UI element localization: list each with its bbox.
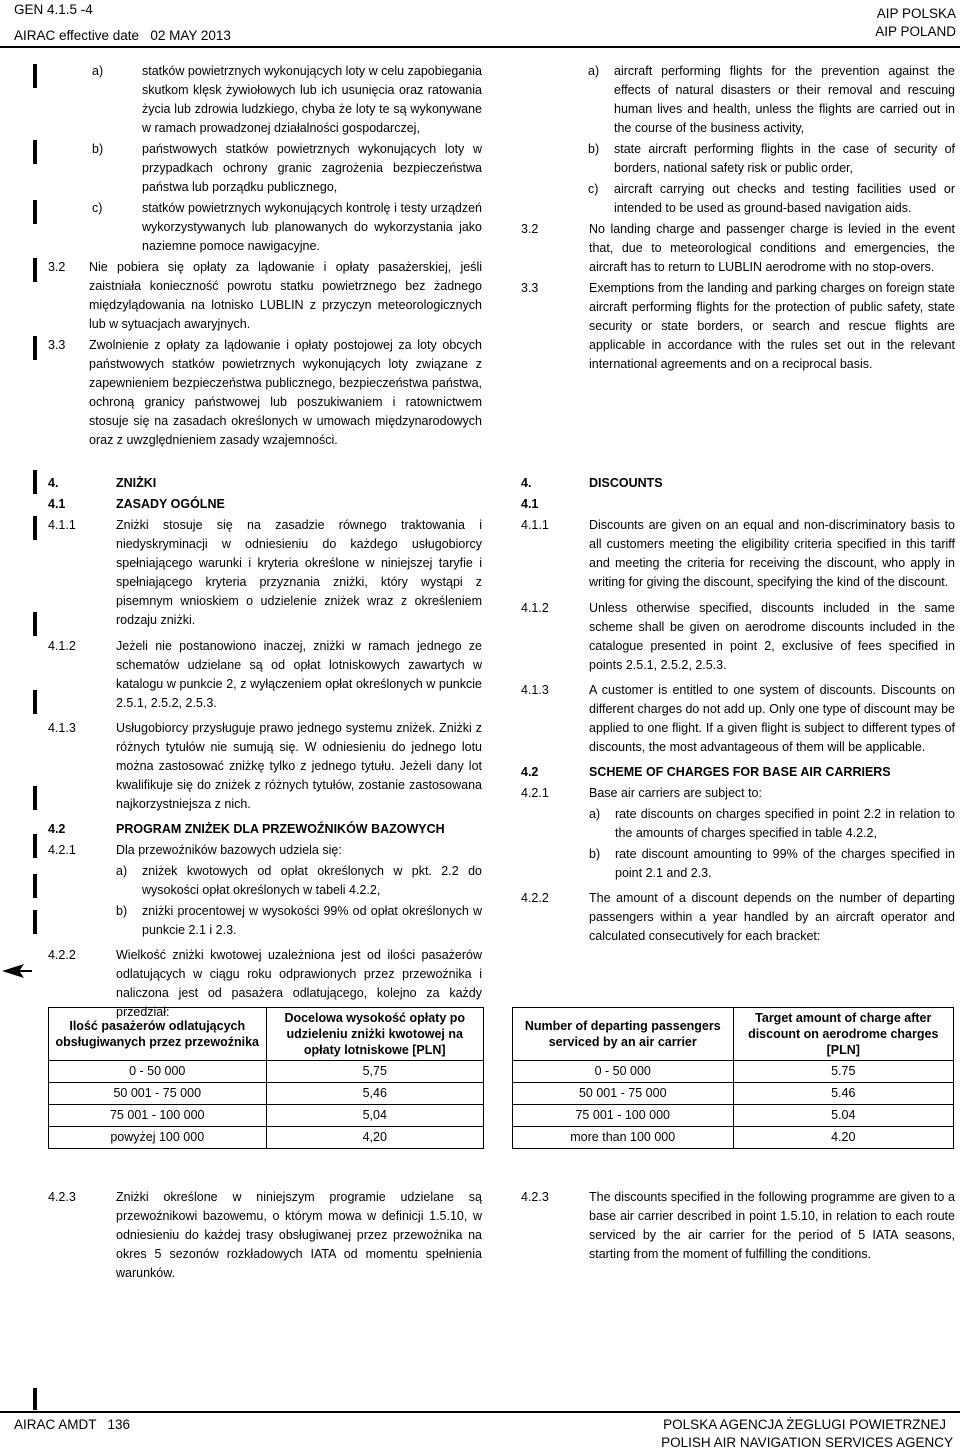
section-heading: ZASADY OGÓLNE [116, 497, 225, 511]
publication-title-en: AIP POLAND [875, 24, 956, 39]
paragraph-3-3-pl [36, 336, 482, 450]
paragraph-number: 3.3 [48, 338, 66, 352]
agency-name-en: POLISH AIR NAVIGATION SERVICES AGENCY [661, 1435, 953, 1450]
paragraph-text: Jeżeli nie postanowiono inaczej, zniżki w ramach jednego ze schematów udzielane są od opłat lotniskowych zawartych w katalogu w punkcie 2, z wyłączeniem opłat określonych w punkcie 2.5.1, 2.5.2, 2.5.3. [116, 639, 482, 710]
exemption-b-en [521, 140, 955, 178]
discount-table-pl [48, 1007, 484, 1149]
item-4-2-1-b-en [521, 845, 955, 883]
paragraph-4-1-1-en [521, 516, 955, 592]
paragraph-text: Wielkość zniżki kwotowej uzależniona jest od ilości pasażerów odlatujących w ciągu roku odprawionych przez przewoźnika i naliczona jest od pasażera odlatującego, kolejno za każdy przedział: [116, 948, 482, 1019]
item-label: b) [589, 847, 601, 861]
paragraph-text: Nie pobiera się opłaty za lądowanie i opłaty pasażerskiej, jeśli zaistniała konieczność powrotu statku powietrznego bez żadnego międzylądowania na lotnisko LUBLIN z przyczyn meteorologicznych lub w sytuacjach awaryjnych. [89, 260, 482, 331]
paragraph-number: 4.1.2 [521, 601, 549, 615]
change-bar [33, 1388, 37, 1410]
paragraph-text: statków powietrznych wykonujących loty w celu zapobiegania skutkom klęsk żywiołowych lub ich usunięcia oraz ratowania życia lub zdrowia ludzkiego, chyba że loty te są wykonywane w ramach prowadzonej działalności gospodarczej, [142, 64, 482, 135]
exemption-a-pl [36, 62, 482, 138]
section-number: 4.2 [48, 822, 66, 836]
paragraph-text: Zwolnienie z opłaty za lądowanie i opłaty postojowej za loty obcych państwowych statków powietrznych wykonujących loty związane z zapewnieniem bezpieczeństwa publicznego, bezpieczeństwa państwa, ochroną granicy państwowej lub poszukiwaniem i ratownictwem stosuje się na zasadach określonych w umowach międzynarodowych oraz z uwzględnieniem zasady wzajemności. [89, 338, 482, 447]
paragraph-text: Zniżki określone w niniejszym programie udzielane są przewoźnikowi bazowemu, o którym mowa w definicji 1.5.10, w odniesieniu do każdej trasy obsługiwanej przez przewoźnika na okres 5 sezonów rozkładowych IATA od momentu spełnienia warunków. [116, 1190, 482, 1280]
paragraph-4-2-1-pl [48, 841, 482, 860]
discount-table-en [512, 1007, 954, 1149]
discounts-pl [48, 474, 482, 1022]
paragraph-number: 4.1.3 [521, 683, 549, 697]
paragraph-text: No landing charge and passenger charge is levied in the event that, due to meteorological conditions and emergencies, the aircraft has to return to LUBLIN aerodrome with no stop-overs. [589, 222, 955, 274]
paragraph-number: 4.1.2 [48, 639, 76, 653]
item-label: a) [588, 64, 600, 78]
item-label: b) [92, 142, 104, 156]
paragraph-4-1-3-pl [48, 719, 482, 814]
paragraph-text: statków powietrznych wykonujących kontrolę i testy urządzeń wykorzystywanych lub planowanych do wykorzystania jako naziemne pomoce nawigacyjne. [142, 201, 482, 253]
paragraph-text: Base air carriers are subject to: [589, 786, 762, 800]
paragraph-number: 4.2.2 [48, 948, 76, 962]
heading-4-1-en [521, 495, 955, 516]
section-number: 4. [521, 476, 532, 490]
table-cell: 0 - 50 000 [513, 1061, 734, 1083]
paragraph-number: 4.1.1 [521, 518, 549, 532]
publication-title: AIP POLSKA [876, 6, 956, 21]
table-row [49, 1105, 484, 1127]
section-heading: ZNIŻKI [116, 476, 157, 490]
table-row [49, 1061, 484, 1083]
column-header: Number of departing passengers serviced by an air carrier [513, 1008, 734, 1061]
paragraph-text: rate discount amounting to 99% of the charges specified in point 2.1 and 2.3. [615, 847, 955, 880]
change-bar [33, 516, 37, 540]
item-4-2-1-a-en [521, 805, 955, 843]
paragraph-3-2-en [521, 220, 955, 277]
paragraph-4-1-1-pl [48, 516, 482, 630]
item-label: b) [116, 904, 128, 918]
paragraph-number: 3.2 [521, 222, 539, 236]
effective-date: AIRAC effective date 02 MAY 2013 [14, 28, 231, 43]
column-header: Target amount of charge after discount on aerodrome charges [PLN] [733, 1008, 954, 1061]
section-heading: DISCOUNTS [589, 476, 663, 490]
item-4-2-1-b-pl [48, 902, 482, 940]
item-label: b) [588, 142, 600, 156]
table-cell: 5,46 [266, 1083, 484, 1105]
amendment-number: AIRAC AMDT 136 [14, 1417, 131, 1432]
exemptions-pl [36, 62, 482, 450]
table-cell: 5.04 [733, 1105, 954, 1127]
item-label: a) [116, 864, 128, 878]
exemption-a-en [521, 62, 955, 138]
table-row [49, 1083, 484, 1105]
heading-4-2-en [521, 763, 955, 784]
table-cell: more than 100 000 [513, 1127, 734, 1149]
paragraph-4-1-2-pl [48, 637, 482, 713]
paragraph-text: Usługobiorcy przysługuje prawo jednego systemu zniżek. Zniżki z różnych tytułów nie sumują się. W odniesieniu do jednego lotu można zastosować zniżkę tylko z jednego tytułu. Jeżeli dany lot kwalifikuje się do zniżek z różnych tytułów, zostanie zastosowana najkorzystniejsza z nich. [116, 721, 482, 811]
item-label: c) [92, 201, 103, 215]
paragraph-text: rate discounts on charges specified in point 2.2 in relation to the amounts of charges specified in table 4.2.2, [615, 807, 955, 840]
table-row [513, 1061, 954, 1083]
table-cell: 5,04 [266, 1105, 484, 1127]
paragraph-number: 4.2.3 [48, 1190, 76, 1204]
paragraph-text: Zniżki stosuje się na zasadzie równego traktowania i niedyskryminacji w odniesieniu do każdego usługobiorcy spełniającego warunki i kryteria określone w niniejszej taryfie i spełniającego kryteria przyznania zniżki, który wystąpi z pisemnym wnioskiem o udzielenie zniżek wraz z określeniem rodzaju zniżki. [116, 518, 482, 627]
paragraph-3-2-pl [36, 258, 482, 334]
paragraph-number: 4.2.3 [521, 1190, 549, 1204]
heading-4-pl [48, 474, 482, 495]
item-label: a) [92, 64, 104, 78]
change-bar [33, 786, 37, 810]
table-cell: 75 001 - 100 000 [513, 1105, 734, 1127]
paragraph-number: 4.1.3 [48, 721, 76, 735]
agency-name: POLSKA AGENCJA ŻEGLUGI POWIETRZNEJ [663, 1417, 946, 1432]
table-header-row [49, 1008, 484, 1061]
paragraph-number: 4.1.1 [48, 518, 76, 532]
column-header: Docelowa wysokość opłaty po udzieleniu zniżki kwotowej na opłaty lotniskowe [PLN] [266, 1008, 484, 1061]
paragraph-text: The discounts specified in the following programme are given to a base air carrier described in point 1.5.10, in relation to each route serviced by the air carrier for the period of 5 IATA seasons, starting from the moment of fulfilling the conditions. [589, 1190, 955, 1261]
paragraph-number: 4.2.2 [521, 891, 549, 905]
exemption-c-en [521, 180, 955, 218]
change-bar [33, 470, 37, 494]
heading-4-2-pl [48, 820, 482, 841]
table-cell: 5,75 [266, 1061, 484, 1083]
arrow-left-icon [2, 962, 32, 980]
table-cell: 50 001 - 75 000 [49, 1083, 267, 1105]
section-number: 4. [48, 476, 59, 490]
paragraph-4-2-1-en [521, 784, 955, 803]
paragraph-text: aircraft carrying out checks and testing facilities used or intended to be used as ground-based navigation aids. [614, 182, 955, 215]
paragraph-text: Discounts are given on an equal and non-discriminatory basis to all customers meeting the eligibility criteria specified in this tariff and meeting the criteria for receiving the discount, who apply in writing for giving the discount, specifying the kind of the discount. [589, 518, 955, 589]
change-bar [33, 834, 37, 858]
exemption-c-pl [36, 199, 482, 256]
paragraph-text: zniżek kwotowych od opłat określonych w pkt. 2.2 do wysokości opłat określonych w tabeli 4.2.2, [142, 864, 482, 897]
table-row [513, 1105, 954, 1127]
paragraph-text: zniżki procentowej w wysokości 99% od opłat określonych w punkcie 2.1 i 2.3. [142, 904, 482, 937]
section-number: 4.2 [521, 765, 539, 779]
table-row [513, 1083, 954, 1105]
section-number: 4.1 [521, 497, 539, 511]
paragraph-number: 3.3 [521, 281, 539, 295]
table-cell: 75 001 - 100 000 [49, 1105, 267, 1127]
section-heading: SCHEME OF CHARGES FOR BASE AIR CARRIERS [589, 765, 891, 779]
paragraph-number: 4.2.1 [521, 786, 549, 800]
exemptions-en [521, 62, 955, 374]
item-label: c) [588, 182, 599, 196]
table-row [513, 1127, 954, 1149]
paragraph-4-1-2-en [521, 599, 955, 675]
section-heading: PROGRAM ZNIŻEK DLA PRZEWOŹNIKÓW BAZOWYCH [116, 822, 445, 836]
discounts-en [521, 474, 955, 946]
paragraph-4-2-3-pl-body [48, 1188, 482, 1283]
item-4-2-1-a-pl [48, 862, 482, 900]
paragraph-text: The amount of a discount depends on the number of departing passengers within a year handled by an aircraft operator and calculated consecutively for each bracket: [589, 891, 955, 943]
table-header-row [513, 1008, 954, 1061]
paragraph-4-2-3-en-body [521, 1188, 955, 1264]
change-bar [33, 612, 37, 636]
change-bar [33, 690, 37, 714]
paragraph-4-2-3-pl [48, 1188, 482, 1283]
item-label: a) [589, 807, 601, 821]
paragraph-text: Unless otherwise specified, discounts included in the same scheme shall be given on aerodrome discounts included in the catalogue presented in point 2, exclusive of fees specified in points 2.5.1, 2.5.2, 2.5.3. [589, 601, 955, 672]
paragraph-4-1-3-en [521, 681, 955, 757]
table-cell: 5.46 [733, 1083, 954, 1105]
paragraph-text: A customer is entitled to one system of discounts. Discounts on different charges do not add up. Only one type of discount may be applied to one flight. If a given flight is subject to different types of discounts, the most advantageous of them will be applicable. [589, 683, 955, 754]
exemption-b-pl [36, 140, 482, 197]
header-rule [0, 46, 960, 48]
change-bar [33, 910, 37, 934]
heading-4-1-pl [48, 495, 482, 516]
footer-rule [0, 1411, 960, 1413]
table-cell: 4.20 [733, 1127, 954, 1149]
paragraph-text: państwowych statków powietrznych wykonujących loty w przypadkach ochrony granic zagrożenia bezpieczeństwa państwa lub porządku publicznego, [142, 142, 482, 194]
heading-4-en [521, 474, 955, 495]
table-row [49, 1127, 484, 1149]
paragraph-number: 4.2.1 [48, 843, 76, 857]
column-header: Ilość pasażerów odlatujących obsługiwanych przez przewoźnika [49, 1008, 267, 1061]
paragraph-4-2-2-en [521, 889, 955, 946]
table-cell: 50 001 - 75 000 [513, 1083, 734, 1105]
table-cell: 4,20 [266, 1127, 484, 1149]
table-cell: powyżej 100 000 [49, 1127, 267, 1149]
section-number: 4.1 [48, 497, 66, 511]
paragraph-number: 3.2 [48, 260, 66, 274]
paragraph-text: aircraft performing flights for the prevention against the effects of natural disasters or their removal and rescuing human lives and health, unless the flights are carried out in the course of the business activity, [614, 64, 955, 135]
document-reference: GEN 4.1.5 -4 [14, 2, 93, 17]
paragraph-text: Exemptions from the landing and parking charges on foreign state aircraft performing flights for the protection of public safety, state security or state borders, or search and rescue flights are applicable in accordance with the rules set out in the relevant international agreements and on a reciprocal basis. [589, 281, 955, 371]
paragraph-3-3-en [521, 279, 955, 374]
paragraph-4-2-3-en [521, 1188, 955, 1264]
table-cell: 0 - 50 000 [49, 1061, 267, 1083]
table-cell: 5.75 [733, 1061, 954, 1083]
paragraph-text: Dla przewoźników bazowych udziela się: [116, 843, 342, 857]
change-bar [33, 874, 37, 898]
paragraph-text: state aircraft performing flights in the case of security of borders, national safety risk or public order, [614, 142, 955, 175]
